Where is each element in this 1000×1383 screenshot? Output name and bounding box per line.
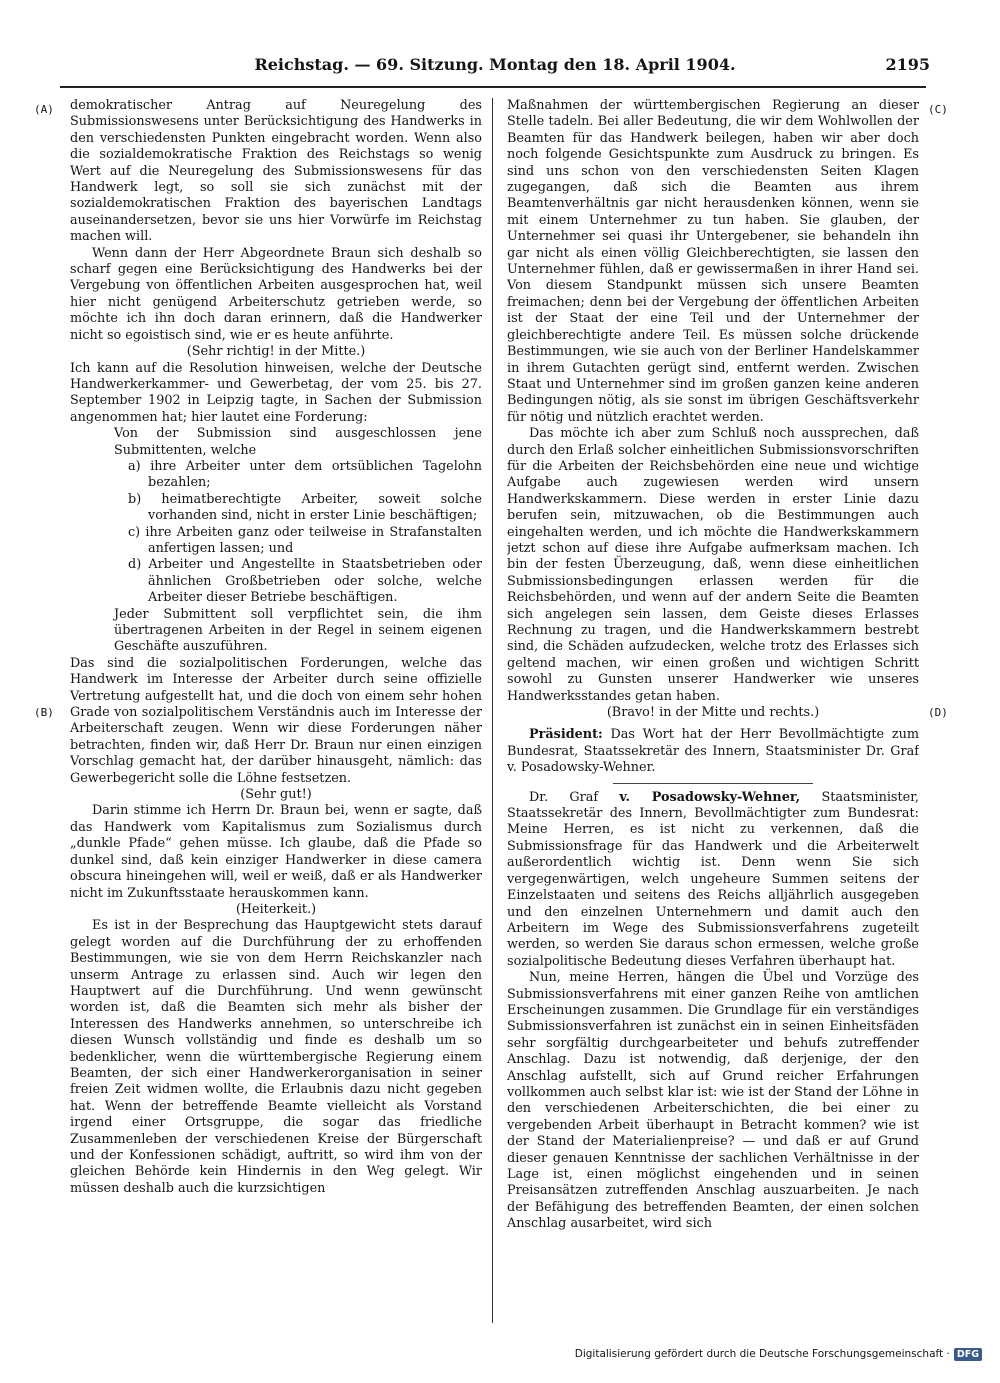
speaker-name: v. Posadowsky-Wehner, xyxy=(619,789,801,805)
quote-paragraph: Jeder Submittent soll verpflichtet sein, die ihm übertragenen Arbeiten in der Regel in seinem eigenen Geschäfte auszuführen. xyxy=(114,606,482,655)
quote-list-item: a) ihre Arbeiter unter dem ortsüblichen Tagelohn bezahlen; xyxy=(128,458,482,491)
column-divider xyxy=(492,98,493,1323)
paragraph: Das möchte ich aber zum Schluß noch aussprechen, daß durch den Erlaß solcher einheitlichen Submissionsvorschriften für die Arbeiten der Reichsbehörden eine neue und wichtige Aufgabe auch zugewiesen werden wird unsern Handwerkskammern. Diese werden in erster Linie dazu berufen sein, mitzuwachen, ob die Bestimmungen auch eingehalten werden, und ich möchte die Handwerkskammern jetzt schon auf diese ihre Aufgabe aufmerksam machen. Ich bin der festen Überzeugung, daß, wenn diese einheitlichen Submissionsbedingungen erlassen werden für die Reichsbehörden, und wenn auf der andern Seite die Beamten sich angelegen sein lassen, dem Geiste dieses Erlasses Rechnung zu tragen, und die Handwerkskammern bestrebt sind, die Schäden aufzudecken, welche trotz des Erlasses sich geltend machen, wir einen großen und wichtigen Schritt sowohl zu Gunsten unserer Handwerker wie unseres Handwerksstandes getan haben. xyxy=(507,426,919,704)
interjection: (Heiterkeit.) xyxy=(235,901,317,917)
paragraph: demokratischer Antrag auf Neuregelung des Submissionswesens unter Berücksichtigung des Handwerks in den verschiedensten Punkten eingebracht worden. Wenn also die sozialdemokratische Fraktion des Reichstags so wenig Wert auf die Neuregelung des Submissionswesens für das Handwerk legt, so soll sie sich zunächst mit der sozialdemokratischen Fraktion des bayerischen Landtags auseinandersetzen, bevor sie uns hier Vorwürfe im Reichstag machen will. xyxy=(70,98,482,245)
running-title: Reichstag. — 69. Sitzung. Montag den 18. April 1904. xyxy=(254,55,736,74)
interjection: (Sehr gut!) xyxy=(240,787,312,803)
speech-opening xyxy=(507,790,919,970)
footer-text: Digitalisierung gefördert durch die Deutsche Forschungsgemeinschaft · xyxy=(574,1348,950,1360)
margin-mark-c: (C) xyxy=(928,103,948,116)
quote-list-item: d) Arbeiter und Angestellte in Staatsbetrieben oder ähnlichen Großbetrieben oder solche, welche Arbeiter dieser Betriebe beschäftigen. xyxy=(128,557,482,606)
paragraph: Darin stimme ich Herrn Dr. Braun bei, wenn er sagte, daß das Handwerk vom Kapitalismus zum Sozialismus durch „dunkle Pfade“ gehen müsse. Ich glaube, daß die Pfade so dunkel sind, daß kein einziger Handwerker in diese camera obscura hineingehen will, weil er weiß, daß er als Handwerker nicht im Zukunftsstaate herauskommen kann. xyxy=(70,803,482,901)
president-text: Das Wort hat der Herr Bevollmächtigte zum Bundesrat, Staatssekretär des Innern, Staatsminister Dr. Graf v. Posadowsky-Wehner. xyxy=(507,727,919,776)
margin-mark-d: (D) xyxy=(928,706,948,719)
header-rule xyxy=(60,86,926,88)
page-number: 2195 xyxy=(885,55,930,74)
interjection: (Sehr richtig! in der Mitte.) xyxy=(186,344,366,360)
section-separator xyxy=(613,783,813,784)
president-statement xyxy=(507,727,919,776)
speaker-prefix: Dr. Graf xyxy=(529,789,599,805)
digitization-footer xyxy=(575,1345,982,1363)
quote-list-item: b) heimatberechtigte Arbeiter, soweit solche vorhanden sind, nicht in erster Linie beschäftigen; xyxy=(128,491,482,524)
paragraph: Das sind die sozialpolitischen Forderungen, welche das Handwerk im Interesse der Arbeiter durch seine offizielle Vertretung aufgestellt hat, und die doch von einem sehr hohen Grade von sozialpolitischem Verständnis auch im Interesse der Arbeiterschaft zeugen. Wenn wir diese Forderungen näher betrachten, finden wir, daß Herr Dr. Braun nur einen einzigen Vorschlag gemacht hat, der darüber hinausgeht, nämlich: das Gewerbegericht solle die Löhne festsetzen. xyxy=(70,655,482,786)
right-column xyxy=(507,98,919,1328)
interjection: (Bravo! in der Mitte und rechts.) xyxy=(606,705,820,721)
speech-text: Staatsminister, Staatssekretär des Innern, Bevollmächtigter zum Bundesrat: Meine Herren, es ist nicht zu verkennen, daß die Submissionsfrage für das Handwerk und die Arbeiterwelt außerordentlich wichtig ist. Denn wenn Sie sich vergegenwärtigen, welch ungeheure Summen seitens der Einzelstaaten und seitens des Reichs alljährlich ausgegeben und den einzelnen Unternehmern und damit auch den Arbeitern im Wege des Submissionsverfahrens zugeteilt werden, so werden Sie daraus schon ermessen, welche große sozialpolitische Bedeutung dieses Verfahren überhaupt hat. xyxy=(507,789,919,969)
president-label: Präsident: xyxy=(529,727,603,743)
paragraph: Maßnahmen der württembergischen Regierung an dieser Stelle tadeln. Bei aller Bedeutung, die wir dem Wohlwollen der Beamten für das Handwerk beilegen, haben wir aber doch noch folgende Gesichtspunkte zum Ausdruck zu bringen. Es sind uns schon von den verschiedensten Seiten Klagen zugegangen, daß sich die Beamten aus ihrem Beamtenverhältnis gar nicht herausdenken können, wenn sie mit einem Unternehmer zu tun haben. Sie glauben, der Unternehmer sei quasi ihr Untergebener, sie behandeln ihn gar nicht als einen völlig Gleichberechtigten, sie lassen den Unternehmer fühlen, daß er gewissermaßen in ihrer Hand sei. Von diesem Standpunkt müssen sich unsere Beamten freimachen; denn bei der Vergebung der öffentlichen Arbeiten ist der Staat der eine Teil und der Unternehmer der gleichberechtigte andere Teil. Es müssen solche drückende Bestimmungen, wie sie auch von der Berliner Handelskammer in ihrem Gutachten gerügt sind, entfernt werden. Zwischen Staat und Unternehmer sind im großen ganzen keine anderen Bedingungen nötig, als sie sonst im übrigen Geschäftsverkehr für nötig und nützlich erachtet werden. xyxy=(507,98,919,425)
paragraph: Es ist in der Besprechung das Hauptgewicht stets darauf gelegt worden auf die Durchführung der zu erhoffenden Bestimmungen, wie sie von dem Herrn Reichskanzler nach unserm Antrage zu erlassen sind. Auch wir legen den Hauptwert auf die Durchführung. Und wenn gewünscht worden ist, daß die Beamten sich mehr als bisher der Interessen des Handwerks annehmen, so unterschreibe ich diesen Wunsch vollständig und finde es deshalb um so bedenklicher, wenn die württembergische Regierung einem Beamten, der sich einer Handwerkerorganisation in seiner freien Zeit widmen wollte, die Erlaubnis dazu nicht gegeben hat. Wenn der betreffende Beamte vielleicht als Vorstand irgend einer Ortsgruppe, die sogar das friedliche Zusammenleben der verschiedenen Kreise der Bürgerschaft und der Konfessionen schädigt, auftritt, so wird ihm von der gleichen Behörde kein Hindernis in den Weg gelegt. Wir müssen deshalb auch die kurzsichtigen xyxy=(70,918,482,1196)
page-header xyxy=(60,55,930,79)
left-column xyxy=(70,98,482,1328)
quote-paragraph: Von der Submission sind ausgeschlossen jene Submittenten, welche xyxy=(114,426,482,458)
dfg-logo: DFG xyxy=(954,1348,982,1361)
quote-list-item: c) ihre Arbeiten ganz oder teilweise in Strafanstalten anfertigen lassen; und xyxy=(128,524,482,556)
paragraph: Ich kann auf die Resolution hinweisen, welche der Deutsche Handwerkerkammer- und Gewerbetag, der vom 25. bis 27. September 1902 in Leipzig tagte, in Sachen der Submission angenommen hat; hier lautet eine Forderung: xyxy=(70,360,482,425)
margin-mark-a: (A) xyxy=(34,103,54,116)
paragraph: Wenn dann der Herr Abgeordnete Braun sich deshalb so scharf gegen eine Berücksichtigung des Handwerks bei der Vergebung von öffentlichen Arbeiten ausgesprochen hat, weil hier nicht genügend Arbeiterschutz getrieben werde, so möchte ich ihn doch daran erinnern, daß die Handwerker nicht so egoistisch sind, wie er es heute anführte. xyxy=(70,245,482,343)
paragraph: Nun, meine Herren, hängen die Übel und Vorzüge des Submissionsverfahrens mit einer ganzen Reihe von amtlichen Erscheinungen zusammen. Die Grundlage für ein verständiges Submissionsverfahren ist zunächst ein in seinen Einheitsfäden sehr sorgfältig durchgearbeiteter und behufs zutreffender Anschlag. Dazu ist notwendig, daß derjenige, der den Anschlag aufstellt, sich auf Grund reicher Erfahrungen vollkommen auch selbst klar ist: wie ist der Stand der Löhne in den verschiedenen Arbeiterschichten, die bei einer zu vergebenden Arbeit überhaupt in Betracht kommen? wie ist der Stand der Materialienpreise? — und daß er auf Grund dieser genauen Kenntnisse der sachlichen Verhältnisse in der Lage ist, einen möglichst eingehenden und in seinen Preisansätzen zutreffenden Anschlag auszuarbeiten. Je nach der Befähigung des betreffenden Beamten, der einen solchen Anschlag ausarbeitet, wird sich xyxy=(507,970,919,1232)
margin-mark-b: (B) xyxy=(34,706,54,719)
